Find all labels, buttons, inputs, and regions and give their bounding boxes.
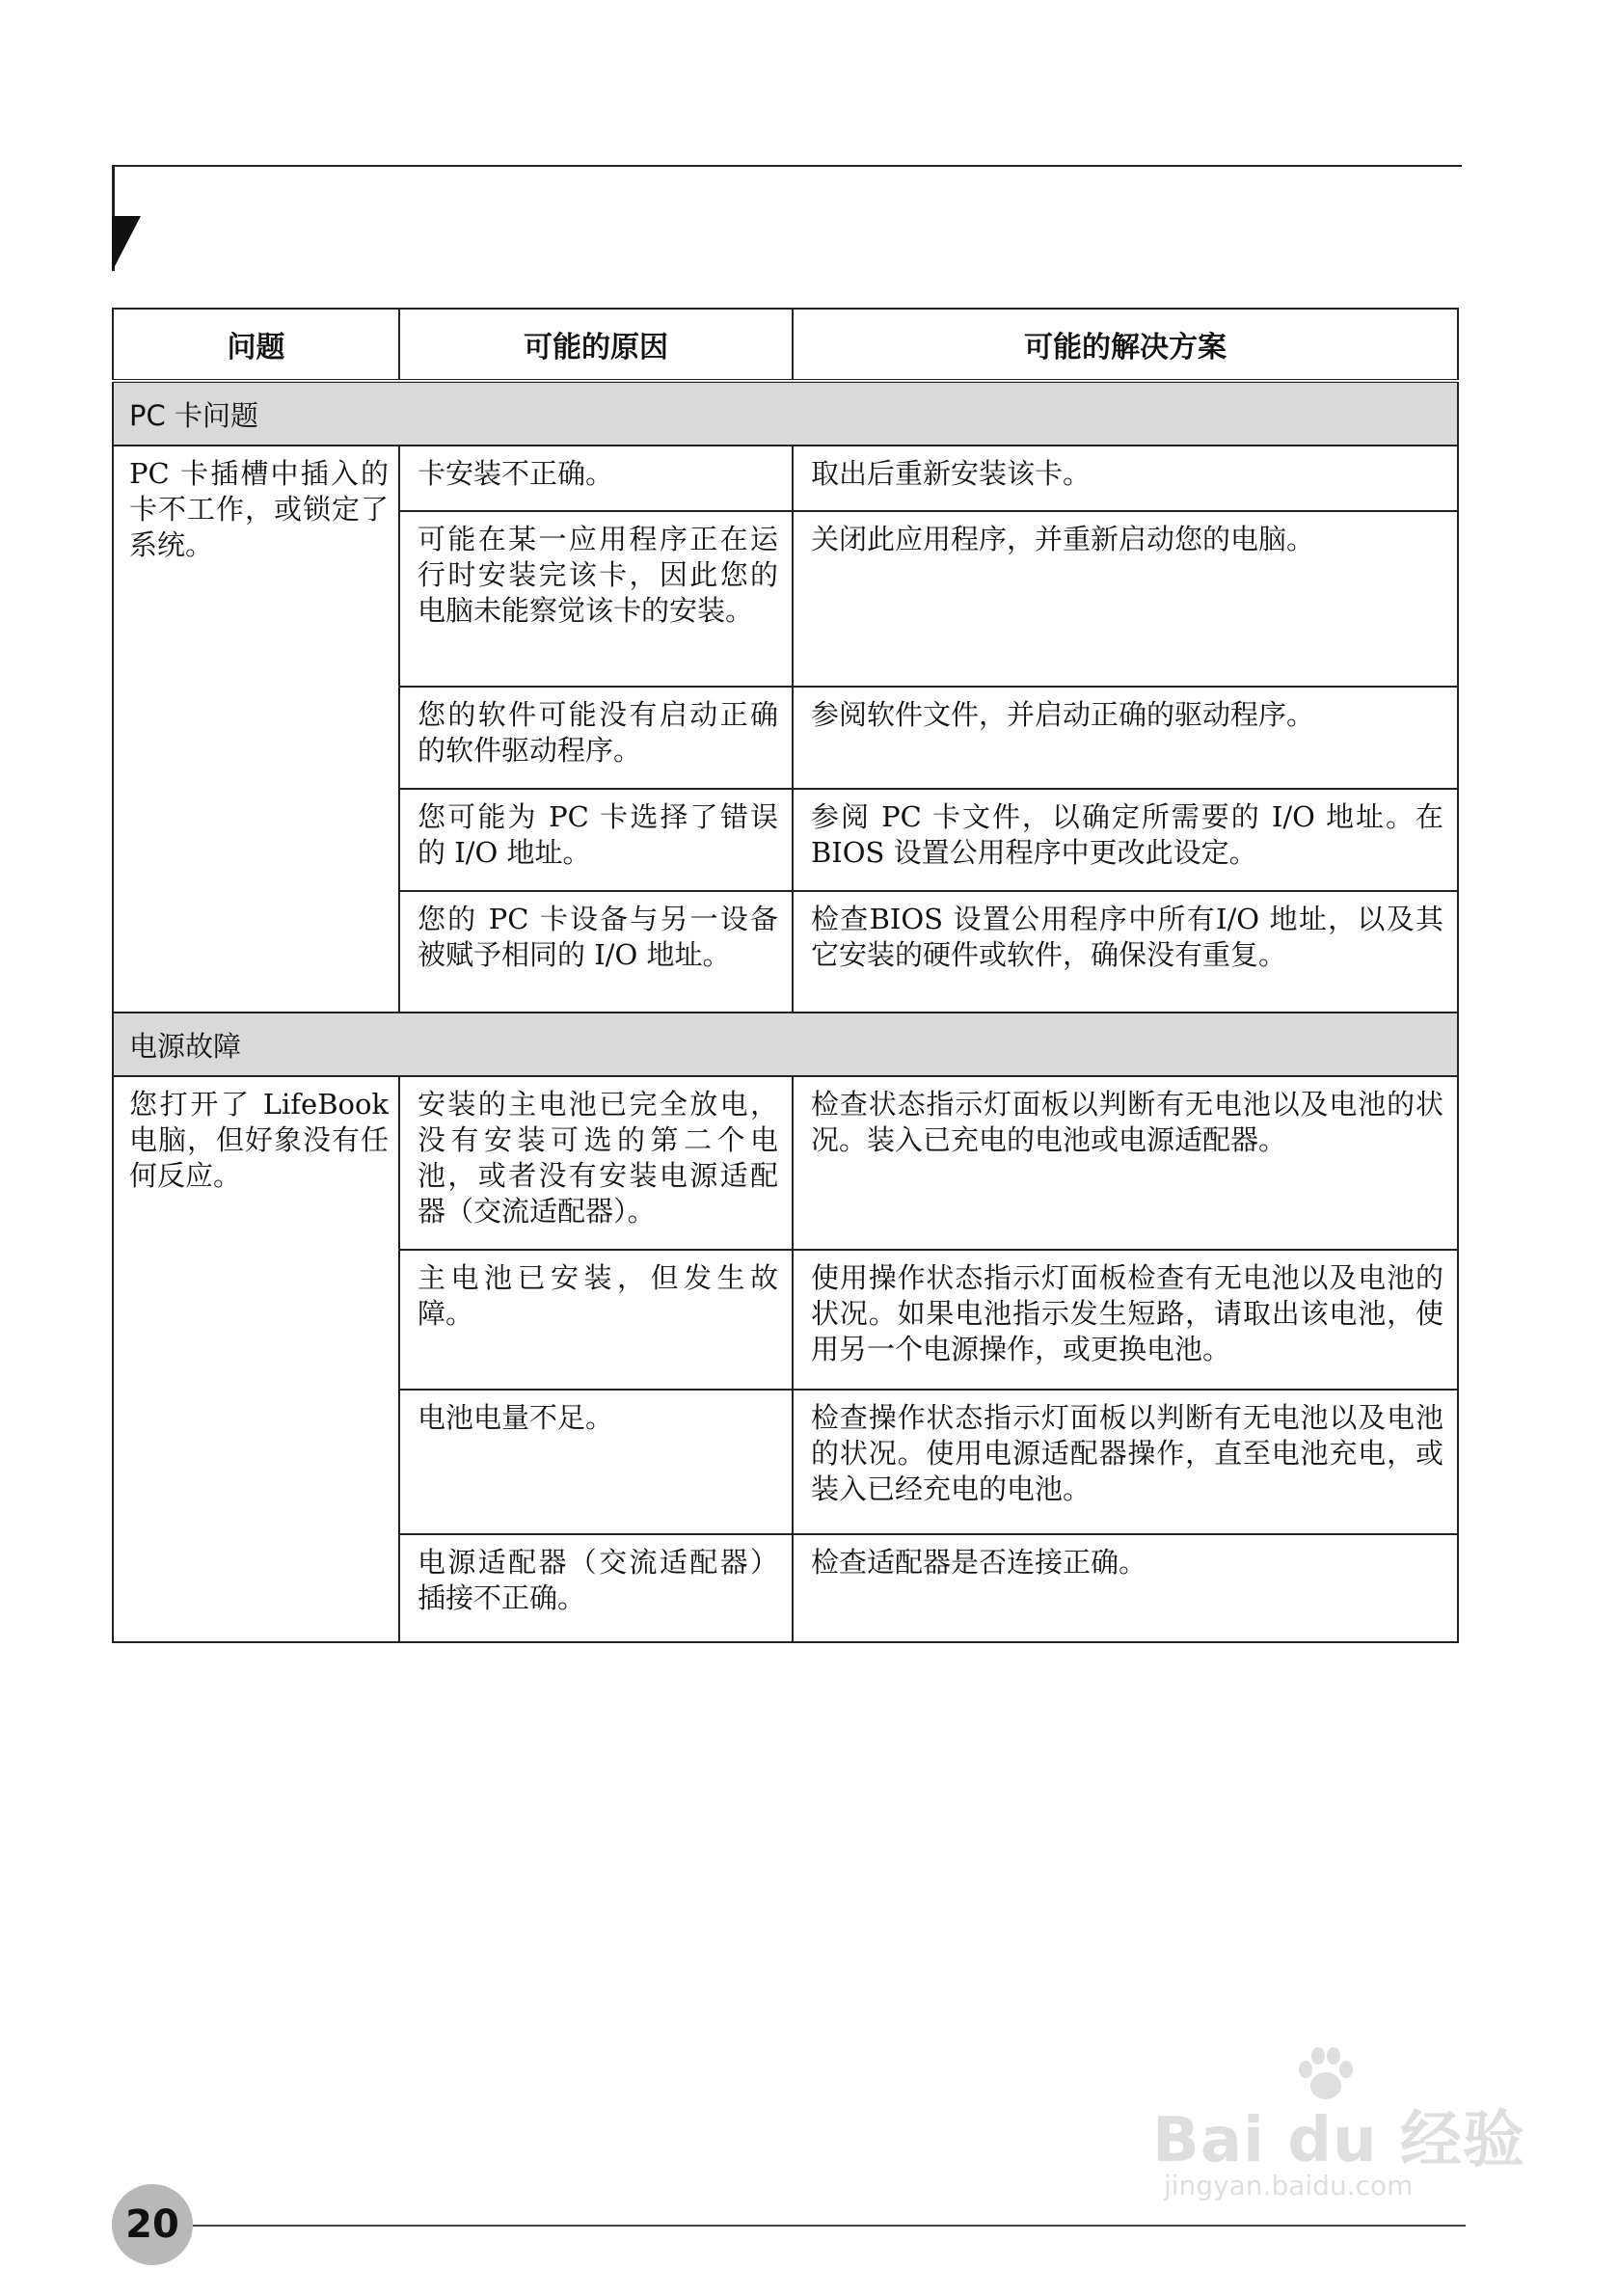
section-title-pc-card: PC 卡问题 (113, 381, 1458, 446)
section-row-pc-card (113, 381, 1458, 446)
cause-cell: 安装的主电池已完全放电，没有安装可选的第二个电池，或者没有安装电源适配器（交流适配器）。 (399, 1076, 793, 1250)
solution-cell: 检查状态指示灯面板以判断有无电池以及电池的状况。装入已充电的电池或电源适配器。 (793, 1076, 1458, 1250)
header-rule (112, 165, 1462, 167)
cause-cell: 主电池已安装，但发生故障。 (399, 1250, 793, 1390)
cause-cell: 电源适配器（交流适配器）插接不正确。 (399, 1534, 793, 1642)
header-problem: 问题 (113, 309, 399, 381)
section-row-power (113, 1013, 1458, 1076)
solution-cell: 参阅软件文件，并启动正确的驱动程序。 (793, 687, 1458, 789)
table-row (113, 1076, 1458, 1250)
problem-cell: PC 卡插槽中插入的卡不工作，或锁定了系统。 (113, 446, 399, 1013)
header-solution: 可能的解决方案 (793, 309, 1458, 381)
cause-cell: 电池电量不足。 (399, 1390, 793, 1534)
cause-cell: 您可能为 PC 卡选择了错误的 I/O 地址。 (399, 789, 793, 891)
solution-cell: 检查操作状态指示灯面板以判断有无电池以及电池的状况。使用电源适配器操作，直至电池充电，或装入已经充电的电池。 (793, 1390, 1458, 1534)
page-number: 20 (112, 2184, 193, 2265)
header-wedge-mark (112, 216, 141, 272)
solution-cell: 检查适配器是否连接正确。 (793, 1534, 1458, 1642)
table-header-row (113, 309, 1458, 381)
cause-cell: 您的软件可能没有启动正确的软件驱动程序。 (399, 687, 793, 789)
solution-cell: 取出后重新安装该卡。 (793, 446, 1458, 511)
footer-rule (193, 2225, 1466, 2227)
cause-cell: 您的 PC 卡设备与另一设备被赋予相同的 I/O 地址。 (399, 891, 793, 1013)
solution-cell: 关闭此应用程序，并重新启动您的电脑。 (793, 511, 1458, 687)
troubleshooting-table (112, 308, 1459, 1643)
problem-cell: 您打开了 LifeBook 电脑，但好象没有任何反应。 (113, 1076, 399, 1642)
table-row (113, 446, 1458, 511)
baidu-jingyan-watermark (1152, 2042, 1538, 2201)
solution-cell: 使用操作状态指示灯面板检查有无电池以及电池的状况。如果电池指示发生短路，请取出该电池，使用另一个电源操作，或更换电池。 (793, 1250, 1458, 1390)
watermark-url: jingyan.baidu.com (1164, 2170, 1414, 2201)
cause-cell: 卡安装不正确。 (399, 446, 793, 511)
section-title-power: 电源故障 (113, 1013, 1458, 1076)
header-cause: 可能的原因 (399, 309, 793, 381)
watermark-logo-text: Bai du 经验 (1152, 2105, 1525, 2176)
cause-cell: 可能在某一应用程序正在运行时安装完该卡，因此您的电脑未能察觉该卡的安装。 (399, 511, 793, 687)
solution-cell: 参阅 PC 卡文件，以确定所需要的 I/O 地址。在 BIOS 设置公用程序中更改此设定。 (793, 789, 1458, 891)
solution-cell: 检查BIOS 设置公用程序中所有I/O 地址，以及其它安装的硬件或软件，确保没有重复。 (793, 891, 1458, 1013)
